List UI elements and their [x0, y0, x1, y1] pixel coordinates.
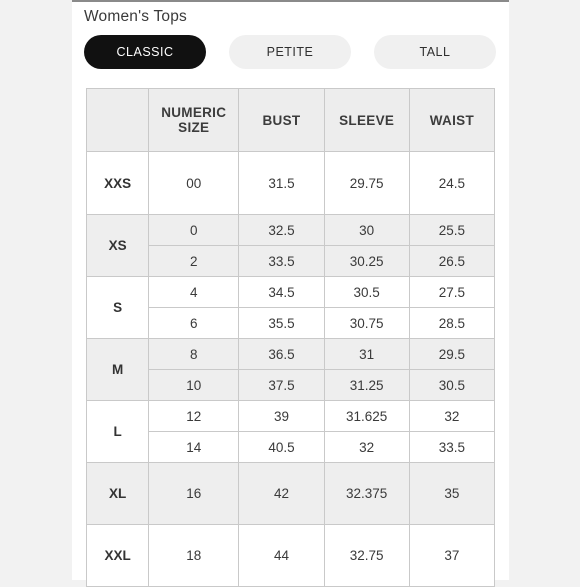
bust-cell: 33.5	[239, 246, 324, 277]
tab-tall[interactable]: TALL	[374, 35, 496, 69]
sleeve-cell: 32.375	[324, 463, 409, 525]
numeric-size-cell: 2	[149, 246, 239, 277]
waist-cell: 30.5	[409, 370, 494, 401]
bust-cell: 42	[239, 463, 324, 525]
waist-cell: 26.5	[409, 246, 494, 277]
alpha-size-cell: XXL	[87, 525, 149, 587]
numeric-size-cell: 10	[149, 370, 239, 401]
numeric-size-cell: 18	[149, 525, 239, 587]
table-row	[87, 246, 495, 277]
bust-cell: 40.5	[239, 432, 324, 463]
numeric-size-cell: 14	[149, 432, 239, 463]
sleeve-cell: 30.25	[324, 246, 409, 277]
table-row	[87, 370, 495, 401]
waist-cell: 33.5	[409, 432, 494, 463]
header-bust: BUST	[239, 89, 324, 152]
waist-cell: 28.5	[409, 308, 494, 339]
waist-cell: 29.5	[409, 339, 494, 370]
numeric-size-cell: 12	[149, 401, 239, 432]
header-waist: WAIST	[409, 89, 494, 152]
sleeve-cell: 29.75	[324, 152, 409, 215]
sleeve-cell: 30.5	[324, 277, 409, 308]
bust-cell: 32.5	[239, 215, 324, 246]
table-row	[87, 308, 495, 339]
sleeve-cell: 31	[324, 339, 409, 370]
alpha-size-cell: XXS	[87, 152, 149, 215]
numeric-size-cell: 6	[149, 308, 239, 339]
sleeve-cell: 30.75	[324, 308, 409, 339]
waist-cell: 37	[409, 525, 494, 587]
alpha-size-cell: M	[87, 339, 149, 401]
bust-cell: 39	[239, 401, 324, 432]
sleeve-cell: 32.75	[324, 525, 409, 587]
waist-cell: 35	[409, 463, 494, 525]
tab-petite[interactable]: PETITE	[229, 35, 351, 69]
alpha-size-cell: S	[87, 277, 149, 339]
size-chart-table	[86, 88, 495, 587]
sleeve-cell: 32	[324, 432, 409, 463]
waist-cell: 24.5	[409, 152, 494, 215]
numeric-size-cell: 0	[149, 215, 239, 246]
header-numeric-size: NUMERIC SIZE	[149, 89, 239, 152]
table-row	[87, 525, 495, 587]
bust-cell: 44	[239, 525, 324, 587]
header-sleeve: SLEEVE	[324, 89, 409, 152]
table-row	[87, 339, 495, 370]
table-row	[87, 401, 495, 432]
sleeve-cell: 30	[324, 215, 409, 246]
numeric-size-cell: 00	[149, 152, 239, 215]
alpha-size-cell: XL	[87, 463, 149, 525]
waist-cell: 27.5	[409, 277, 494, 308]
bust-cell: 31.5	[239, 152, 324, 215]
tab-classic[interactable]: CLASSIC	[84, 35, 206, 69]
waist-cell: 32	[409, 401, 494, 432]
table-row	[87, 432, 495, 463]
numeric-size-cell: 16	[149, 463, 239, 525]
table-row	[87, 463, 495, 525]
table-row	[87, 277, 495, 308]
bust-cell: 37.5	[239, 370, 324, 401]
alpha-size-cell: XS	[87, 215, 149, 277]
waist-cell: 25.5	[409, 215, 494, 246]
table-header-row	[87, 89, 495, 152]
table-row	[87, 215, 495, 246]
sleeve-cell: 31.625	[324, 401, 409, 432]
table-row	[87, 152, 495, 215]
numeric-size-cell: 8	[149, 339, 239, 370]
alpha-size-cell: L	[87, 401, 149, 463]
bust-cell: 35.5	[239, 308, 324, 339]
fit-tab-group	[84, 35, 496, 70]
page-title: Women's Tops	[84, 8, 187, 25]
sleeve-cell: 31.25	[324, 370, 409, 401]
bust-cell: 34.5	[239, 277, 324, 308]
header-cell-blank	[87, 89, 149, 152]
bust-cell: 36.5	[239, 339, 324, 370]
numeric-size-cell: 4	[149, 277, 239, 308]
